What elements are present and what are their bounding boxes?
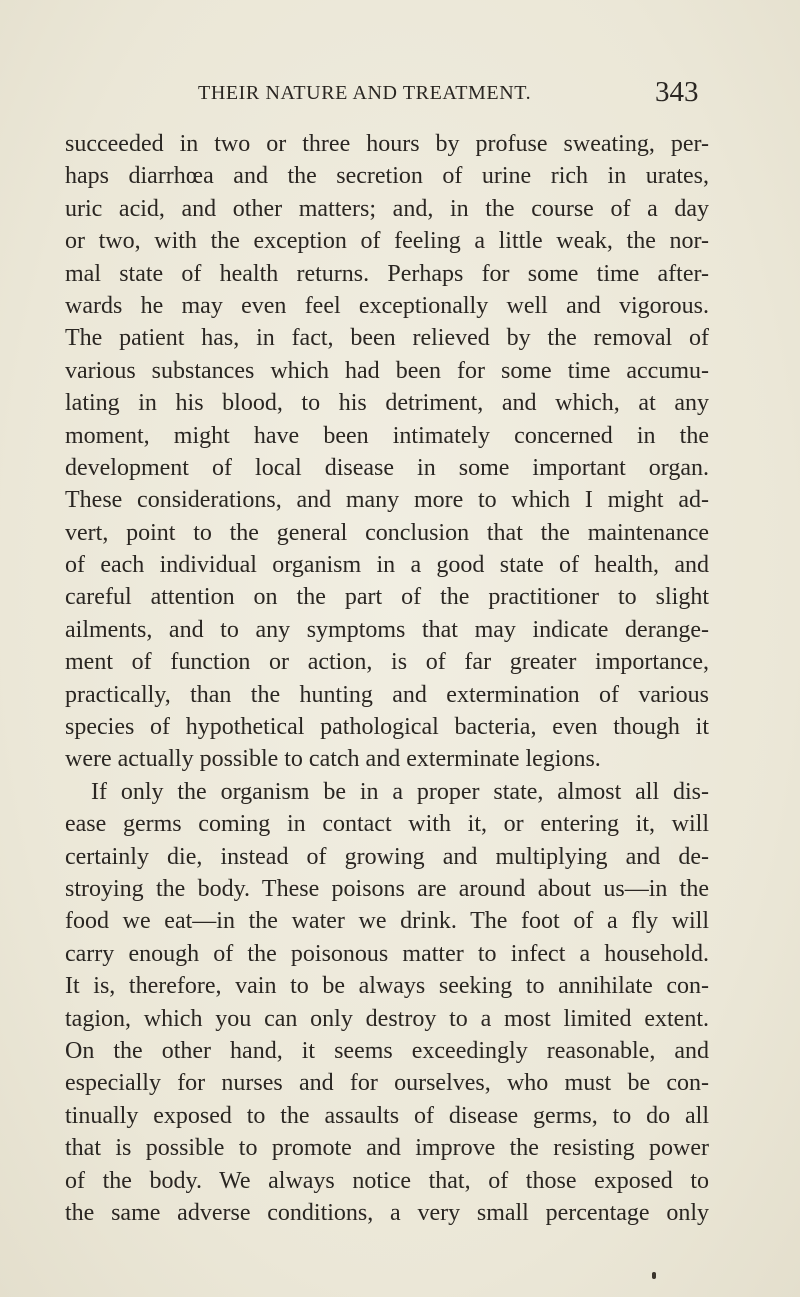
text-line: ailments, and to any symptoms that may indicate derange- [65, 616, 709, 643]
text-line: haps diarrhœa and the secretion of urine rich in urates, [65, 163, 709, 190]
text-line: uric acid, and other matters; and, in the course of a day [65, 195, 709, 222]
text-line: development of local disease in some important organ. [65, 454, 709, 481]
text-line: ease germs coming in contact with it, or entering it, will [65, 811, 709, 838]
text-line: moment, might have been intimately concerned in the [65, 422, 709, 449]
text-line: food we eat—in the water we drink. The foot of a fly will [65, 908, 709, 935]
text-line: carry enough of the poisonous matter to infect a household. [65, 940, 709, 967]
text-line: or two, with the exception of feeling a little weak, the nor- [65, 228, 709, 255]
ink-speck [652, 1272, 656, 1279]
text-line: that is possible to promote and improve the resisting power [65, 1135, 709, 1162]
text-line: On the other hand, it seems exceedingly reasonable, and [65, 1037, 709, 1064]
text-line: The patient has, in fact, been relieved by the removal of [65, 325, 709, 352]
text-line: various substances which had been for some time accumu- [65, 357, 709, 384]
text-line: tagion, which you can only destroy to a most limited extent. [65, 1005, 709, 1032]
text-line: tinually exposed to the assaults of disease germs, to do all [65, 1102, 709, 1129]
text-line: certainly die, instead of growing and multiplying and de- [65, 843, 709, 870]
text-line: of the body. We always notice that, of those exposed to [65, 1167, 709, 1194]
text-line: the same adverse conditions, a very small percentage only [65, 1199, 709, 1226]
page-number: 343 [655, 76, 699, 108]
text-line: lating in his blood, to his detriment, and which, at any [65, 390, 709, 417]
text-line: ment of function or action, is of far greater importance, [65, 649, 709, 676]
text-line: It is, therefore, vain to be always seeking to annihilate con- [65, 973, 709, 1000]
text-line: of each individual organism in a good state of health, and [65, 552, 709, 579]
text-line: succeeded in two or three hours by profuse sweating, per- [65, 131, 709, 157]
text-line: practically, than the hunting and extermination of various [65, 681, 709, 708]
text-line: wards he may even feel exceptionally well and vigorous. [65, 292, 709, 319]
text-line: species of hypothetical pathological bacteria, even though it [65, 714, 709, 741]
text-line: These considerations, and many more to which I might ad- [65, 487, 709, 514]
paragraph-end-line: were actually possible to catch and exterminate legions. [65, 746, 601, 773]
text-line: careful attention on the part of the practitioner to slight [65, 584, 709, 611]
text-line: vert, point to the general conclusion that the maintenance [65, 519, 709, 546]
body-text [65, 128, 709, 1229]
text-line: especially for nurses and for ourselves, who must be con- [65, 1070, 709, 1097]
paragraph-start-line: If only the organism be in a proper state, almost all dis- [91, 778, 709, 805]
text-line: mal state of health returns. Perhaps for some time after- [65, 260, 709, 287]
running-head [0, 76, 800, 116]
text-line: stroying the body. These poisons are around about us—in the [65, 875, 709, 902]
running-title: THEIR NATURE AND TREATMENT. [198, 82, 532, 104]
